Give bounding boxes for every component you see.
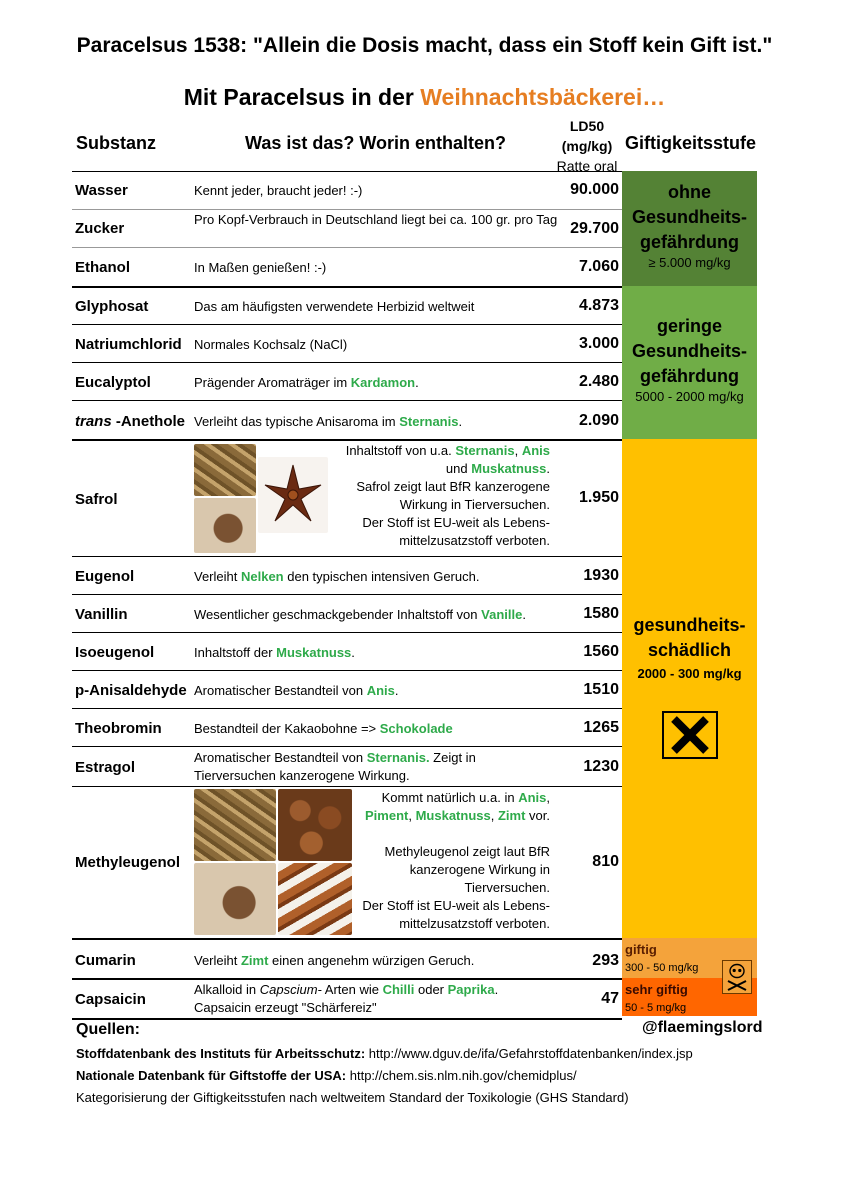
band-harmful bbox=[622, 439, 757, 938]
row-ld50: 1.950 bbox=[578, 489, 619, 506]
table-row-eugenol bbox=[72, 556, 622, 595]
desc-text: Bestandteil der Kakaobohne => bbox=[194, 721, 380, 736]
desc-highlight: Muskatnuss bbox=[415, 808, 491, 823]
name-italic: trans bbox=[75, 413, 112, 430]
row-ld50: 29.700 bbox=[570, 220, 619, 237]
band-harmful-range: 2000 - 300 mg/kg bbox=[637, 666, 742, 681]
desc-highlight: Anis bbox=[518, 790, 547, 805]
desc-italic: Capscium- bbox=[259, 982, 322, 997]
source-label: Stoffdatenbank des Instituts für Arbeitsschutz: bbox=[76, 1046, 366, 1061]
row-desc bbox=[194, 981, 564, 1017]
col-substance: Substanz bbox=[76, 133, 157, 153]
desc-text: . bbox=[546, 461, 550, 476]
desc-highlight: Anis bbox=[366, 683, 395, 698]
desc-highlight: Anis bbox=[521, 443, 550, 458]
anise-seeds-image bbox=[194, 789, 276, 861]
source-line-ghs: Kategorisierung der Giftigkeitsstufen nach weltweitem Standard der Toxikologie (GHS Standard) bbox=[76, 1090, 629, 1105]
table-row-safrol bbox=[72, 439, 622, 558]
band-toxic-range: 300 - 50 mg/kg bbox=[625, 962, 699, 974]
desc-text-line2: Capsaicin erzeugt "Schärfereiz" bbox=[194, 1000, 377, 1015]
table-row-theobromin bbox=[72, 708, 622, 747]
row-name: Methyleugenol bbox=[75, 854, 181, 871]
desc-text: Verleiht bbox=[194, 953, 241, 968]
desc-text: Verleiht das typische Anisaroma im bbox=[194, 414, 400, 429]
row-name: Eugenol bbox=[75, 568, 135, 585]
row-ld50: 47 bbox=[601, 990, 619, 1007]
table-row-natriumchlorid bbox=[72, 324, 622, 363]
row-desc bbox=[194, 682, 564, 700]
title-prefix: Mit Paracelsus in der bbox=[183, 84, 421, 110]
row-name: Vanillin bbox=[75, 606, 128, 623]
row-name: Estragol bbox=[75, 759, 136, 776]
desc-text: Arten wie bbox=[321, 982, 383, 997]
ld50-line1: LD50 bbox=[569, 118, 605, 134]
row-desc: Pro Kopf-Verbrauch in Deutschland liegt bei ca. 100 gr. pro Tag bbox=[194, 212, 558, 227]
row-ld50: 1510 bbox=[583, 681, 619, 698]
row-desc: Das am häufigsten verwendete Herbizid weltweit bbox=[194, 299, 475, 314]
desc-text-end: . bbox=[394, 683, 399, 698]
row-ld50: 4.873 bbox=[578, 297, 619, 314]
band-low-title2: Gesundheits- bbox=[631, 341, 747, 361]
row-ld50: 90.000 bbox=[570, 181, 619, 198]
row-name: Wasser bbox=[75, 182, 128, 199]
row-name: Capsaicin bbox=[75, 991, 146, 1008]
source-url[interactable]: http://www.dguv.de/ifa/Gefahrstoffdatenbanken/index.jsp bbox=[365, 1046, 693, 1061]
band-none-title3: gefährdung bbox=[640, 232, 739, 252]
desc-text-end: . bbox=[458, 414, 463, 429]
row-desc bbox=[194, 568, 564, 586]
desc-text: Inhaltstoff von u.a. bbox=[345, 443, 456, 458]
col-toxicity: Giftigkeitsstufe bbox=[625, 133, 757, 153]
band-none-range: ≥ 5.000 mg/kg bbox=[648, 255, 731, 270]
desc-text: Inhaltstoff der bbox=[194, 645, 277, 660]
desc-highlight: Sternanis. bbox=[366, 750, 430, 765]
name-rest: -Anethole bbox=[111, 413, 186, 430]
band-none bbox=[622, 171, 757, 286]
row-ld50: 2.480 bbox=[578, 373, 619, 390]
desc-text: Der Stoff ist EU-weit als Lebens- bbox=[362, 515, 550, 530]
col-description: Was ist das? Worin enthalten? bbox=[245, 133, 507, 153]
band-low-range: 5000 - 2000 mg/kg bbox=[635, 389, 744, 404]
table-row-glyphosat bbox=[72, 286, 622, 326]
source-url[interactable]: http://chem.sis.nlm.nih.gov/chemidplus/ bbox=[346, 1068, 577, 1083]
row-desc bbox=[194, 413, 564, 431]
table-row-zucker bbox=[72, 209, 622, 248]
desc-highlight: Paprika bbox=[447, 982, 495, 997]
table-row-isoeugenol bbox=[72, 632, 622, 671]
anise-seeds-image bbox=[194, 444, 256, 496]
desc-highlight: Piment bbox=[365, 808, 409, 823]
desc-text: , bbox=[490, 808, 498, 823]
row-ld50: 1230 bbox=[583, 758, 619, 775]
desc-text: Aromatischer Bestandteil von bbox=[194, 750, 367, 765]
desc-text: vor. bbox=[525, 808, 550, 823]
row-ld50: 3.000 bbox=[578, 335, 619, 352]
desc-text: , bbox=[514, 443, 522, 458]
row-ld50: 1560 bbox=[583, 643, 619, 660]
desc-text: Der Stoff ist EU-weit als Lebens- bbox=[362, 898, 550, 913]
table-row-vanillin bbox=[72, 594, 622, 633]
cinnamon-image bbox=[278, 863, 352, 935]
desc-highlight: Zimt bbox=[497, 808, 526, 823]
desc-text: Methyleugenol zeigt laut BfR bbox=[384, 844, 550, 859]
row-name: Natriumchlorid bbox=[75, 336, 182, 353]
row-desc: Normales Kochsalz (NaCl) bbox=[194, 337, 348, 352]
sources-heading: Quellen: bbox=[76, 1021, 141, 1038]
row-ld50: 1580 bbox=[583, 605, 619, 622]
desc-text-end: Zeigt in Tierversuchen kanzerogene Wirkung. bbox=[194, 750, 476, 783]
desc-text-end: . bbox=[351, 645, 355, 660]
band-very-toxic-range: 50 - 5 mg/kg bbox=[625, 1002, 687, 1014]
row-name: Cumarin bbox=[75, 952, 136, 969]
page-title bbox=[0, 84, 849, 111]
row-name: Safrol bbox=[75, 491, 118, 508]
author-credit: @flaemingslord bbox=[642, 1019, 763, 1036]
source-line-nih bbox=[76, 1068, 577, 1083]
table-row-anisaldehyde bbox=[72, 670, 622, 709]
table-row-capsaicin bbox=[72, 978, 622, 1020]
desc-text: Aromatischer Bestandteil von bbox=[194, 683, 367, 698]
row-desc bbox=[194, 374, 564, 392]
desc-text: , bbox=[546, 790, 550, 805]
band-very-toxic-title: sehr giftig bbox=[625, 982, 688, 997]
desc-text-end: . bbox=[522, 607, 526, 622]
desc-highlight: Muskatnuss bbox=[471, 461, 547, 476]
desc-highlight: Zimt bbox=[240, 953, 269, 968]
ld50-line3: Ratte oral bbox=[556, 158, 618, 174]
row-desc bbox=[194, 952, 564, 970]
source-label: Nationale Datenbank für Giftstoffe der USA: bbox=[76, 1068, 347, 1083]
desc-text: Wirkung in Tierversuchen. bbox=[399, 497, 550, 512]
band-none-title2: Gesundheits- bbox=[631, 207, 747, 227]
desc-text: Verleiht bbox=[194, 569, 241, 584]
desc-highlight: Kardamon bbox=[350, 375, 416, 390]
band-harmful-title1: gesundheits- bbox=[633, 615, 746, 635]
table-row-cumarin bbox=[72, 938, 622, 980]
star-anise-image bbox=[258, 457, 328, 533]
band-none-title1: ohne bbox=[668, 182, 711, 202]
desc-highlight: Vanille bbox=[481, 607, 523, 622]
row-desc bbox=[194, 749, 494, 785]
row-ld50: 2.090 bbox=[578, 412, 619, 429]
harmful-x-icon bbox=[662, 711, 718, 759]
row-name: Ethanol bbox=[75, 259, 130, 276]
row-name bbox=[75, 413, 185, 430]
ld50-line2: (mg/kg) bbox=[561, 138, 613, 154]
nutmeg-image bbox=[194, 498, 256, 553]
desc-text: oder bbox=[414, 982, 448, 997]
row-name: Glyphosat bbox=[75, 298, 149, 315]
row-ld50: 293 bbox=[592, 952, 619, 969]
desc-text: kanzerogene Wirkung in bbox=[409, 862, 550, 877]
table-row-methyleugenol bbox=[72, 786, 622, 939]
band-low-title3: gefährdung bbox=[640, 366, 739, 386]
table-row-estragol bbox=[72, 746, 622, 787]
row-desc bbox=[356, 789, 550, 933]
desc-text: Kommt natürlich u.a. in bbox=[381, 790, 519, 805]
band-low-title1: geringe bbox=[656, 316, 722, 336]
row-name: Isoeugenol bbox=[75, 644, 155, 661]
desc-text-end: den typischen intensiven Geruch. bbox=[283, 569, 480, 584]
desc-text: , bbox=[408, 808, 416, 823]
desc-text-end: . bbox=[494, 982, 499, 997]
desc-highlight: Sternanis bbox=[455, 443, 515, 458]
desc-highlight: Muskatnuss bbox=[276, 645, 352, 660]
desc-text: Prägender Aromaträger im bbox=[194, 375, 351, 390]
row-desc bbox=[194, 644, 564, 662]
nutmeg-image bbox=[194, 863, 276, 935]
table-row-ethanol bbox=[72, 247, 622, 287]
row-ld50: 1265 bbox=[583, 719, 619, 736]
col-ld50 bbox=[552, 116, 622, 176]
quote-heading: Paracelsus 1538: "Allein die Dosis macht, dass ein Stoff kein Gift ist." bbox=[76, 34, 773, 57]
source-line-dguv bbox=[76, 1046, 693, 1061]
row-desc: In Maßen genießen! :-) bbox=[194, 260, 327, 275]
allspice-image bbox=[278, 789, 352, 861]
row-desc bbox=[194, 720, 564, 738]
band-low bbox=[622, 286, 757, 439]
desc-text: Alkalloid in bbox=[194, 982, 260, 997]
desc-text: mittelzusatzstoff verboten. bbox=[399, 916, 550, 931]
desc-text: mittelzusatzstoff verboten. bbox=[399, 533, 550, 548]
band-toxic-title: giftig bbox=[625, 942, 657, 957]
row-name: Eucalyptol bbox=[75, 374, 151, 391]
table-row-wasser bbox=[72, 171, 622, 210]
row-desc bbox=[332, 442, 550, 550]
desc-text: Safrol zeigt laut BfR kanzerogene bbox=[356, 479, 550, 494]
desc-text: und bbox=[445, 461, 472, 476]
row-desc bbox=[194, 606, 564, 624]
table-row-eucalyptol bbox=[72, 362, 622, 401]
desc-highlight: Chilli bbox=[382, 982, 415, 997]
desc-highlight: Sternanis bbox=[399, 414, 459, 429]
desc-highlight: Nelken bbox=[240, 569, 284, 584]
band-harmful-title2: schädlich bbox=[647, 640, 732, 660]
row-ld50: 810 bbox=[592, 853, 619, 870]
desc-text-end: . bbox=[415, 375, 419, 390]
row-name: p-Anisaldehyde bbox=[75, 682, 187, 699]
row-ld50: 1930 bbox=[583, 567, 619, 584]
skull-icon bbox=[722, 960, 752, 994]
desc-text-end: einen angenehm würzigen Geruch. bbox=[268, 953, 475, 968]
row-name: Theobromin bbox=[75, 720, 162, 737]
desc-text: Tierversuchen. bbox=[464, 880, 550, 895]
desc-highlight: Schokolade bbox=[379, 721, 453, 736]
desc-text: Wesentlicher geschmackgebender Inhaltstoff von bbox=[194, 607, 482, 622]
row-desc: Kennt jeder, braucht jeder! :-) bbox=[194, 183, 363, 198]
row-name: Zucker bbox=[75, 220, 125, 237]
table-row-anethole bbox=[72, 400, 622, 440]
row-ld50: 7.060 bbox=[578, 258, 619, 275]
title-accent: Weihnachtsbäckerei… bbox=[420, 84, 666, 110]
